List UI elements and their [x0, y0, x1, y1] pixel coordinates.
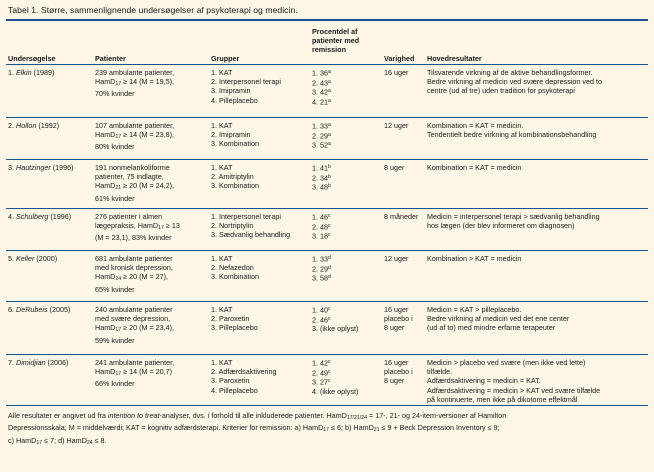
row-separator — [6, 208, 648, 209]
row-separator — [6, 250, 648, 251]
row-separator — [6, 117, 648, 118]
patients-text: HamD — [95, 323, 116, 333]
patients-text: 17 — [115, 371, 122, 378]
results-line: (ud af to) med mindre erfarne terapeuter — [427, 323, 556, 333]
group-item: 3. Paroxetin — [211, 376, 250, 386]
footnote-text: ≤ 9 + Beck Depression Inventory ≤ 9; — [379, 423, 500, 433]
study-cell — [8, 358, 68, 367]
study-author: Keller — [16, 254, 35, 263]
patients-text: ≥ 20 (M = 24,2), — [121, 181, 175, 191]
patients-line — [95, 181, 174, 193]
results-line: på kontinuerte, men ikke på dikotome effektmål — [427, 394, 578, 404]
patients-text: ≥ 14 (M = 19,5), — [121, 77, 175, 87]
patients-text: ≥ 14 (M = 20,7) — [121, 367, 173, 377]
study-year: (2006) — [45, 358, 69, 367]
groups-cell — [211, 254, 259, 282]
groups-cell — [211, 358, 277, 395]
remission-criterion: c — [328, 213, 331, 219]
header-remission — [312, 27, 359, 55]
results-line: tilfælde. — [427, 367, 453, 377]
remission-number: 1. 36 — [312, 68, 328, 78]
duration-line: 16 uger — [384, 305, 409, 314]
patients-line — [95, 130, 174, 142]
duration-cell — [384, 254, 408, 263]
header-duration: Varighed — [384, 54, 415, 63]
patients-text: HamD — [95, 77, 116, 87]
footnote-text: ≤ 6; b) HamD — [329, 423, 374, 433]
remission-cell — [312, 163, 331, 192]
study-number: 4. — [8, 212, 14, 221]
results-line: Kombination > KAT = medicin — [427, 254, 522, 263]
footnote-line — [8, 423, 648, 435]
study-cell — [8, 121, 59, 130]
patients-cell — [95, 163, 174, 203]
header-remission-line: remission — [312, 45, 346, 55]
patients-text: 61% kvinder — [95, 193, 135, 203]
remission-number: 4. (ikke oplyst) — [312, 387, 359, 397]
remission-criterion: b — [328, 164, 331, 170]
remission-value — [312, 222, 331, 232]
group-item: 3. Sædvanlig behandling — [211, 230, 291, 240]
study-cell — [8, 305, 70, 314]
group-item: 3. Imipramin — [211, 86, 251, 96]
patients-text: HamD — [95, 367, 116, 377]
remission-value — [312, 377, 358, 387]
patients-text: 70% kvinder — [95, 89, 135, 99]
patients-text: lægepraksis, HamD — [95, 221, 159, 231]
results-cell — [427, 254, 521, 263]
footnote-text: intention to treat — [107, 411, 160, 420]
patients-text: med svære depression, — [95, 314, 171, 324]
remission-value — [312, 182, 331, 192]
patients-line — [95, 172, 174, 181]
remission-number: 1. 41 — [312, 163, 328, 173]
patients-text: HamD — [95, 130, 116, 140]
remission-value — [312, 121, 331, 131]
patients-text: 681 ambulante patienter — [95, 254, 173, 263]
remission-criterion: c — [328, 222, 331, 229]
remission-number: 1. 33 — [312, 121, 328, 131]
duration-line: placebo i — [384, 367, 413, 377]
group-item: 2. Nefazedon — [211, 263, 254, 273]
footnote-text: 21 — [373, 427, 380, 434]
footnote-text: Depressionsskala; M = middelværdi; KAT = kognitiv adfærdsterapi. Kriterier for remission: a) HamD — [8, 423, 324, 433]
remission-number: 1. 46 — [312, 212, 328, 222]
patients-text: ≥ 14 (M = 23,8), — [121, 130, 175, 140]
remission-criterion: a — [328, 69, 331, 75]
results-cell — [427, 121, 596, 139]
duration-line: 8 uger — [384, 323, 405, 333]
study-number: 2. — [8, 121, 14, 130]
group-item: 2. Adfærdsaktivering — [211, 367, 277, 377]
patients-line — [95, 379, 174, 388]
duration-cell — [384, 358, 413, 386]
footnote-line — [8, 411, 648, 423]
group-item: 2. Amitriptylin — [211, 172, 254, 182]
remission-number: 2. 46 — [312, 315, 328, 325]
remission-criterion: a — [328, 141, 331, 148]
results-cell — [427, 212, 600, 230]
patients-line — [95, 212, 180, 221]
group-item: 1. KAT — [211, 68, 233, 77]
patients-text: 17 — [115, 81, 122, 88]
patients-line — [95, 221, 180, 233]
study-year: (1996) — [48, 212, 72, 221]
remission-value — [312, 324, 358, 333]
header-results: Hovedresultater — [427, 54, 482, 63]
header-remission-line: patienter med — [312, 36, 360, 46]
group-item: 1. Interpersonel terapi — [211, 212, 281, 221]
group-item: 3. Kombination — [211, 139, 259, 149]
duration-line: 12 uger — [384, 254, 409, 263]
remission-criterion: a — [328, 131, 331, 138]
study-author: Hautzinger — [16, 163, 51, 172]
footnote-text: 17 — [36, 439, 43, 446]
patients-text: 80% kvinder — [95, 142, 135, 152]
patients-text: 239 ambulante patienter, — [95, 68, 175, 77]
group-item: 3. Kombination — [211, 181, 259, 191]
remission-criterion: d — [328, 255, 331, 261]
patients-line — [95, 77, 174, 89]
remission-criterion: c — [328, 232, 331, 239]
duration-line: 8 måneder — [384, 212, 419, 221]
patients-line — [95, 367, 174, 379]
patients-text: 17 — [115, 327, 122, 334]
results-cell — [427, 163, 521, 172]
study-author: Hollon — [16, 121, 37, 130]
patients-text: ≥ 20 (M = 23,4), — [121, 323, 175, 333]
remission-value — [312, 173, 331, 183]
bottom-rule — [6, 405, 648, 406]
group-item: 4. Pilleplacebo — [211, 95, 258, 105]
remission-number: 1. 33 — [312, 254, 328, 264]
remission-value — [312, 163, 331, 173]
patients-line — [95, 314, 174, 323]
patients-line — [95, 68, 174, 77]
row-separator — [6, 301, 648, 302]
remission-value — [312, 264, 331, 274]
duration-cell — [384, 121, 408, 130]
group-item: 2. Nortriptylin — [211, 221, 254, 231]
study-cell — [8, 68, 54, 77]
study-number: 5. — [8, 254, 14, 263]
remission-value — [312, 315, 358, 325]
remission-cell — [312, 254, 331, 283]
duration-cell — [384, 305, 413, 333]
results-line: Medicin = KAT > pilleplacebo. — [427, 305, 522, 314]
study-year: (1989) — [31, 68, 55, 77]
remission-cell — [312, 305, 358, 334]
remission-criterion: c — [328, 315, 331, 322]
remission-value — [312, 97, 331, 107]
patients-line — [95, 233, 180, 242]
remission-cell — [312, 68, 331, 107]
results-line: Adfærdsaktivering = medicin = KAT. — [427, 376, 541, 386]
results-line: centre (ud af tre) uden tradition for psykoterapi — [427, 86, 575, 96]
footnote-text: 17/21/24 — [346, 415, 368, 421]
groups-cell — [211, 212, 290, 240]
duration-line: 16 uger — [384, 68, 409, 77]
header-groups: Grupper — [211, 54, 240, 63]
footnote-text: c) HamD — [8, 435, 37, 445]
footnote-text: ≤ 7; d) HamD — [42, 435, 87, 445]
patients-text: (M = 23,1), 83% kvinder — [95, 233, 172, 243]
remission-criterion: b — [328, 183, 331, 190]
results-line: hos lægen (der blev informeret om diagnosen) — [427, 221, 575, 231]
patients-cell — [95, 305, 174, 345]
study-number: 7. — [8, 358, 14, 367]
duration-line: 16 uger — [384, 358, 409, 367]
patients-line — [95, 121, 174, 130]
remission-number: 2. 43 — [312, 78, 328, 88]
duration-cell — [384, 212, 418, 221]
duration-line: 8 uger — [384, 376, 405, 386]
remission-value — [312, 87, 331, 97]
patients-text: 17 — [115, 134, 122, 141]
remission-number: 3. 18 — [312, 231, 328, 241]
top-rule — [6, 19, 648, 21]
duration-line: 12 uger — [384, 121, 409, 130]
patients-line — [95, 305, 174, 314]
remission-criterion: c — [328, 368, 331, 375]
remission-number: 3. 27 — [312, 377, 328, 387]
study-year: (2000) — [34, 254, 58, 263]
results-line: Adfærdsaktivering = medicin > KAT ved svære tilfælde — [427, 385, 601, 395]
patients-text: 107 ambulante patienter, — [95, 121, 175, 130]
row-separator — [6, 354, 648, 355]
patients-text: HamD — [95, 272, 116, 282]
remission-number: 2. 49 — [312, 368, 328, 378]
study-author: Elkin — [16, 68, 32, 77]
remission-value — [312, 231, 331, 241]
remission-number: 2. 48 — [312, 222, 328, 232]
study-author: Dimidjian — [16, 358, 46, 367]
group-item: 2. Imipramin — [211, 130, 251, 140]
results-line: Kombination = KAT = medicin — [427, 163, 522, 172]
patients-text: 240 ambulante patienter — [95, 305, 173, 314]
remission-value — [312, 273, 331, 283]
results-line: Kombination = KAT = medicin. — [427, 121, 524, 130]
group-item: 1. KAT — [211, 121, 233, 130]
patients-line — [95, 272, 173, 284]
patients-text: 24 — [115, 276, 122, 283]
patients-line — [95, 358, 174, 367]
patients-text: 66% kvinder — [95, 379, 135, 389]
patients-text: med kronisk depression, — [95, 263, 173, 273]
group-item: 3. Pilleplacebo — [211, 323, 258, 333]
group-item: 1. KAT — [211, 163, 233, 172]
remission-criterion: c — [328, 306, 331, 312]
study-year: (1992) — [36, 121, 60, 130]
patients-text: HamD — [95, 181, 116, 191]
group-item: 1. KAT — [211, 305, 233, 314]
group-item: 4. Pilleplacebo — [211, 385, 258, 395]
remission-criterion: a — [328, 122, 331, 128]
groups-cell — [211, 163, 259, 191]
results-line: Medicin = interpersonel terapi > sædvanlig behandling — [427, 212, 600, 221]
remission-number: 4. 21 — [312, 97, 328, 107]
table-footnote — [8, 411, 648, 448]
results-cell — [427, 68, 602, 96]
remission-number: 2. 29 — [312, 264, 328, 274]
group-item: 3. Kombination — [211, 272, 259, 282]
footnote-line — [8, 436, 648, 448]
study-number: 1. — [8, 68, 14, 77]
remission-cell — [312, 212, 331, 241]
duration-line: placebo i — [384, 314, 413, 324]
row-separator — [6, 159, 648, 160]
group-item: 1. KAT — [211, 358, 233, 367]
patients-cell — [95, 212, 180, 243]
remission-criterion: a — [328, 88, 331, 95]
patients-line — [95, 163, 174, 172]
patients-cell — [95, 358, 174, 389]
patients-line — [95, 263, 173, 272]
remission-cell — [312, 358, 358, 396]
remission-criterion: c — [328, 359, 331, 365]
study-author: Schulberg — [16, 212, 49, 221]
remission-value — [312, 387, 358, 396]
remission-number: 3. 48 — [312, 182, 328, 192]
patients-cell — [95, 68, 174, 99]
study-year: (2005) — [47, 305, 71, 314]
remission-criterion: a — [328, 78, 331, 85]
remission-value — [312, 305, 358, 315]
footnote-text: -analyser, dvs. i forhold til alle inkluderede patienter. HamD — [159, 411, 347, 420]
patients-line — [95, 194, 174, 203]
duration-cell — [384, 163, 404, 172]
results-cell — [427, 358, 600, 404]
remission-number: 1. 42 — [312, 358, 328, 368]
patients-text: patienter, 75 indlagte, — [95, 172, 164, 182]
results-line: Bedre virkning af medicin ved svære depression ved to — [427, 77, 602, 87]
remission-criterion: d — [328, 264, 331, 271]
remission-criterion: c — [328, 378, 331, 385]
groups-cell — [211, 121, 259, 149]
patients-text: 65% kvinder — [95, 284, 135, 294]
remission-criterion: d — [328, 274, 331, 281]
duration-line: 8 uger — [384, 163, 405, 172]
patients-text: 276 patienter i almen — [95, 212, 163, 221]
patients-text: 241 ambulante patienter, — [95, 358, 175, 367]
footnote-text: 24 — [86, 439, 93, 446]
study-cell — [8, 163, 74, 172]
remission-number: 3. 58 — [312, 273, 328, 283]
study-cell — [8, 254, 57, 263]
study-number: 3. — [8, 163, 14, 172]
group-item: 2. Paroxetin — [211, 314, 250, 324]
remission-value — [312, 131, 331, 141]
remission-value — [312, 78, 331, 88]
study-number: 6. — [8, 305, 14, 314]
results-line: Bedre virkning af medicin ved det ene center — [427, 314, 570, 324]
groups-cell — [211, 68, 281, 105]
patients-cell — [95, 254, 173, 294]
patients-text: ≥ 20 (M = 27), — [121, 272, 169, 282]
remission-criterion: a — [328, 98, 331, 105]
remission-number: 3. (ikke oplyst) — [312, 324, 359, 334]
patients-line — [95, 336, 174, 345]
duration-cell — [384, 68, 408, 77]
remission-value — [312, 368, 358, 378]
header-rule — [6, 64, 648, 65]
remission-criterion: b — [328, 173, 331, 180]
remission-value — [312, 68, 331, 78]
study-cell — [8, 212, 71, 221]
remission-number: 3. 52 — [312, 140, 328, 150]
header-study: Undersøgelse — [8, 54, 56, 63]
remission-value — [312, 254, 331, 264]
table-caption: Tabel 1. Større, sammenlignende undersøgelser af psykoterapi og medicin. — [8, 5, 298, 15]
footnote-text: = 17-, 21- og 24-item-versioner af Hamilton — [367, 411, 507, 420]
patients-text: ≥ 13 — [163, 221, 180, 231]
patients-text: 21 — [115, 185, 122, 192]
study-year: (1996) — [50, 163, 74, 172]
group-item: 1. KAT — [211, 254, 233, 263]
patients-line — [95, 142, 174, 151]
remission-number: 2. 34 — [312, 173, 328, 183]
groups-cell — [211, 305, 258, 333]
footnote-text: 17 — [323, 427, 330, 434]
patients-text: 17 — [158, 225, 164, 232]
results-cell — [427, 305, 569, 333]
patients-line — [95, 254, 173, 263]
results-line: Tilsvarende virkning af de aktive behandlingsformer. — [427, 68, 593, 77]
header-patients: Patienter — [95, 54, 126, 63]
header-remission-line: Procentdel af — [312, 27, 358, 36]
remission-cell — [312, 121, 331, 150]
footnote-text: Alle resultater er angivet ud fra — [8, 411, 108, 420]
remission-value — [312, 358, 358, 368]
study-author: DeRubeis — [16, 305, 48, 314]
remission-number: 2. 29 — [312, 131, 328, 141]
remission-value — [312, 212, 331, 222]
patients-line — [95, 323, 174, 335]
patients-line — [95, 89, 174, 98]
remission-value — [312, 140, 331, 150]
footnote-text: ≤ 8. — [92, 435, 107, 445]
group-item: 2. Interpersonel terapi — [211, 77, 281, 87]
patients-cell — [95, 121, 174, 152]
remission-number: 3. 42 — [312, 87, 328, 97]
patients-text: 191 nonmelankoliforme — [95, 163, 170, 172]
remission-number: 1. 40 — [312, 305, 328, 315]
results-line: Tendentielt bedre virkning af kombinationsbehandling — [427, 130, 597, 140]
results-line: Medicin > placebo ved svære (men ikke ved lette) — [427, 358, 586, 367]
patients-text: 59% kvinder — [95, 335, 135, 345]
patients-line — [95, 285, 173, 294]
